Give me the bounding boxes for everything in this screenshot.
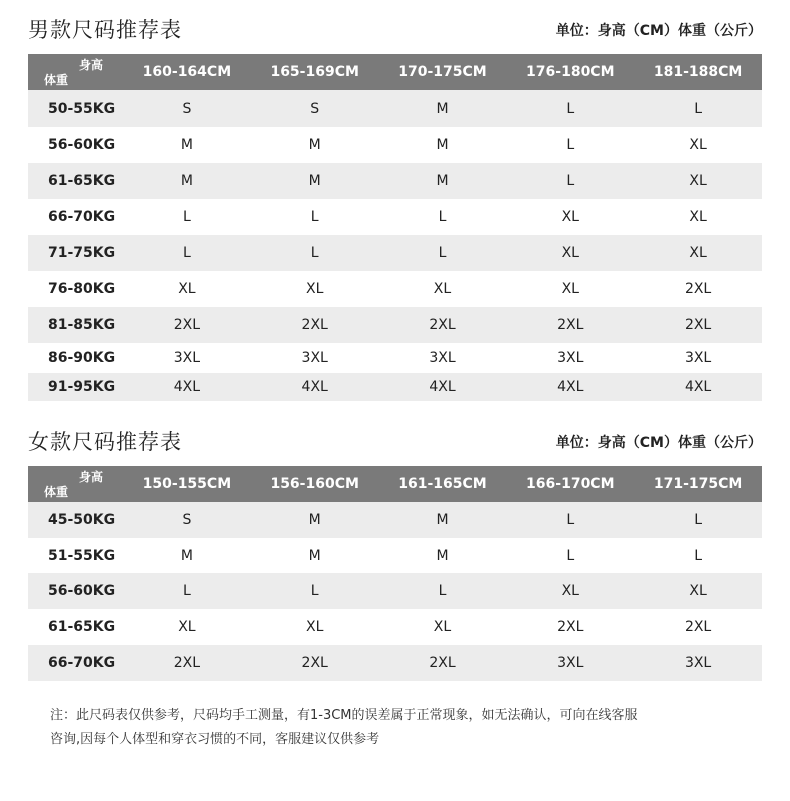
size-cell: L: [694, 512, 702, 528]
size-cell: L: [182, 245, 191, 261]
weight-label: 体重: [44, 485, 69, 499]
table-row: [28, 373, 762, 401]
size-cell: 2XL: [684, 317, 712, 333]
size-cell: L: [310, 583, 319, 599]
size-cell: 3XL: [429, 350, 456, 366]
note-line: 注：此尺码表仅供参考，尺码均手工测量，有1-3CM的误差属于正常现象，如无法确认，可向在线客服: [50, 708, 638, 723]
weight-cell: 51-55KG: [48, 547, 116, 564]
height-column-header: 160-164CM: [142, 64, 232, 80]
men-size-section: [28, 14, 762, 401]
size-cell: M: [436, 512, 449, 528]
men-corner-cell: [28, 54, 123, 90]
size-cell: 4XL: [429, 379, 456, 395]
height-column-header: 176-180CM: [526, 64, 615, 80]
women-section-title: 女款尺码推荐表: [28, 430, 182, 454]
size-cell: 3XL: [557, 350, 584, 366]
men-section-title: 男款尺码推荐表: [28, 18, 182, 42]
table-row: [28, 502, 762, 538]
note-line: 咨询,因每个人体型和穿衣习惯的不同，客服建议仅供参考: [50, 732, 380, 747]
men-section-header: [28, 14, 762, 54]
weight-cell: 45-50KG: [48, 512, 116, 528]
weight-cell: 76-80KG: [48, 281, 116, 297]
weight-cell: 56-60KG: [48, 137, 116, 153]
size-cell: XL: [178, 619, 196, 635]
table-row: [28, 199, 762, 235]
size-cell: XL: [433, 619, 452, 635]
size-cell: L: [438, 245, 447, 261]
size-cell: XL: [689, 583, 707, 599]
table-row: [28, 235, 762, 271]
size-cell: 3XL: [684, 655, 712, 671]
size-cell: 3XL: [173, 350, 201, 366]
men-size-table: [28, 54, 762, 401]
size-cell: M: [308, 137, 321, 153]
size-cell: S: [182, 512, 192, 528]
size-cell: M: [436, 100, 449, 117]
table-row: [28, 271, 762, 307]
size-cell: L: [566, 512, 575, 528]
size-cell: XL: [561, 583, 579, 599]
size-cell: XL: [178, 281, 196, 297]
size-cell: L: [566, 100, 575, 117]
weight-cell: 86-90KG: [48, 350, 116, 366]
height-column-header: 171-175CM: [653, 476, 743, 492]
height-label: 身高: [78, 58, 103, 72]
table-row: [28, 163, 762, 199]
table-row: [28, 573, 762, 609]
weight-cell: 61-65KG: [48, 619, 116, 635]
table-row: [28, 307, 762, 343]
size-cell: 4XL: [684, 379, 712, 395]
size-cell: XL: [433, 281, 452, 297]
height-column-header: 161-165CM: [398, 476, 487, 492]
height-column-header: 181-188CM: [653, 64, 743, 80]
table-row: [28, 538, 762, 573]
size-cell: 3XL: [557, 655, 584, 671]
size-cell: 3XL: [301, 350, 328, 366]
height-label: 身高: [78, 470, 103, 484]
size-cell: XL: [561, 245, 579, 261]
size-cell: 2XL: [684, 619, 712, 635]
size-cell: 2XL: [557, 619, 584, 635]
size-cell: L: [182, 209, 191, 225]
height-column-header: 170-175CM: [398, 64, 487, 80]
size-cell: XL: [689, 209, 707, 225]
women-unit-label: 单位：身高（CM）体重（公斤）: [555, 435, 762, 451]
size-cell: L: [438, 583, 447, 599]
size-cell: L: [182, 583, 191, 599]
size-cell: M: [308, 173, 321, 189]
size-cell: L: [566, 547, 575, 564]
size-cell: XL: [689, 137, 707, 153]
table-row: [28, 90, 762, 127]
size-cell: 2XL: [301, 655, 328, 671]
height-column-header: 156-160CM: [270, 476, 359, 492]
size-cell: XL: [689, 245, 707, 261]
size-cell: L: [694, 100, 702, 117]
women-table-header: [28, 466, 762, 502]
height-column-header: 166-170CM: [526, 476, 615, 492]
size-cell: 2XL: [173, 317, 201, 333]
weight-cell: 71-75KG: [48, 245, 116, 261]
size-cell: XL: [306, 281, 324, 297]
size-cell: M: [436, 137, 449, 153]
weight-cell: 66-70KG: [48, 655, 116, 671]
size-cell: 2XL: [301, 317, 328, 333]
women-size-section: [28, 426, 762, 681]
size-cell: M: [180, 173, 193, 189]
height-column-header: 150-155CM: [142, 476, 232, 492]
size-cell: 3XL: [684, 350, 712, 366]
size-cell: L: [566, 137, 575, 153]
weight-cell: 56-60KG: [48, 583, 116, 599]
size-cell: M: [436, 547, 449, 564]
weight-cell: 81-85KG: [48, 317, 116, 333]
size-cell: 4XL: [301, 379, 328, 395]
table-row: [28, 343, 762, 373]
weight-cell: 61-65KG: [48, 173, 116, 189]
women-section-header: [28, 426, 762, 466]
size-cell: M: [308, 512, 321, 528]
size-cell: 2XL: [429, 317, 456, 333]
weight-cell: 66-70KG: [48, 209, 116, 225]
size-cell: M: [180, 547, 193, 564]
women-corner-cell: [28, 466, 123, 502]
size-cell: L: [310, 209, 319, 225]
disclaimer-note: [50, 704, 750, 752]
size-cell: 2XL: [557, 317, 584, 333]
table-row: [28, 127, 762, 163]
height-column-header: 165-169CM: [270, 64, 359, 80]
size-cell: L: [694, 547, 702, 564]
size-cell: 4XL: [173, 379, 201, 395]
size-cell: S: [310, 100, 320, 117]
table-row: [28, 645, 762, 681]
men-table-header: [28, 54, 762, 90]
men-unit-label: 单位：身高（CM）体重（公斤）: [555, 23, 762, 39]
size-cell: XL: [689, 173, 707, 189]
size-cell: 4XL: [557, 379, 584, 395]
weight-cell: 91-95KG: [48, 379, 116, 395]
size-cell: L: [310, 245, 319, 261]
weight-label: 体重: [44, 73, 69, 87]
size-cell: M: [308, 547, 321, 564]
size-cell: 2XL: [173, 655, 201, 671]
size-cell: XL: [561, 209, 579, 225]
size-cell: 2XL: [429, 655, 456, 671]
women-size-table: [28, 466, 762, 681]
table-row: [28, 609, 762, 645]
size-cell: M: [436, 173, 449, 189]
size-cell: 2XL: [684, 281, 712, 297]
size-cell: XL: [561, 281, 579, 297]
weight-cell: 50-55KG: [48, 100, 116, 117]
size-cell: S: [182, 100, 192, 117]
size-cell: M: [180, 137, 193, 153]
size-cell: L: [566, 173, 575, 189]
size-cell: XL: [306, 619, 324, 635]
size-cell: L: [438, 209, 447, 225]
